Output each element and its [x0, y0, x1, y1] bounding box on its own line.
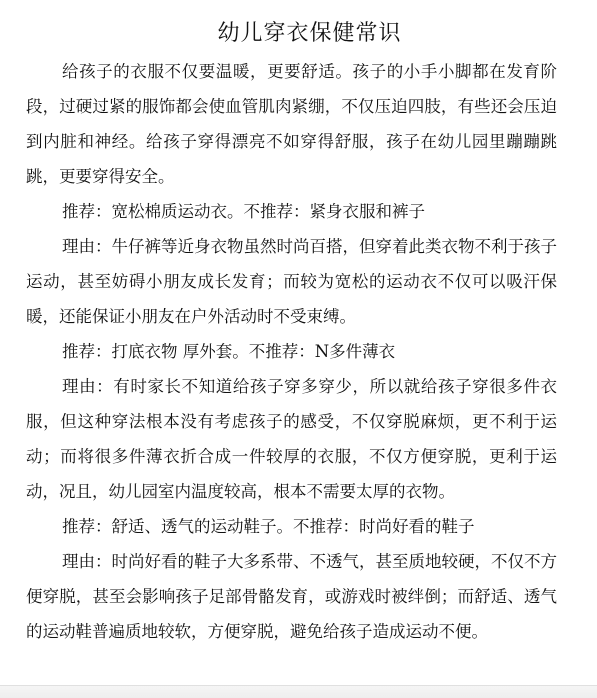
recommendation-layers: 推荐：打底衣物 厚外套。不推荐：N多件薄衣: [62, 342, 396, 361]
recommendation-shoes: 推荐：舒适、透气的运动鞋子。不推荐：时尚好看的鞋子: [62, 517, 475, 536]
page-bottom-edge: [0, 685, 597, 698]
recommendation-clothes: 推荐：宽松棉质运动衣。不推荐：紧身衣服和裤子: [62, 202, 425, 221]
reason-layers: 理由：有时家长不知道给孩子穿多穿少，所以就给孩子穿很多件衣服，但这种穿法根本没有考虑孩子的感受，不仅穿脱麻烦，更不利于运动；而将很多件薄衣折合成一件较厚的衣服，不仅方便穿脱，更利于运动，况且，幼儿园室内温度较高，根本不需要太厚的衣物。: [26, 377, 557, 501]
reason-shoes: 理由：时尚好看的鞋子大多系带、不透气，甚至质地较硬，不仅不方便穿脱，甚至会影响孩子足部骨骼发育，或游戏时被绊倒；而舒适、透气的运动鞋普遍质地较软，方便穿脱，避免给孩子造成运动不便。: [26, 552, 557, 641]
document-title: 幼儿穿衣保健常识: [217, 21, 402, 46]
reason-clothes: 理由：牛仔裤等近身衣物虽然时尚百搭，但穿着此类衣物不利于孩子运动，甚至妨碍小朋友成长发育；而较为宽松的运动衣不仅可以吸汗保暖，还能保证小朋友在户外活动时不受束缚。: [26, 237, 557, 326]
intro-paragraph: 给孩子的衣服不仅要温暖，更要舒适。孩子的小手小脚都在发育阶段，过硬过紧的服饰都会使血管肌肉紧绷，不仅压迫四肢，有些还会压迫到内脏和神经。给孩子穿得漂亮不如穿得舒服，孩子在幼儿园里蹦蹦跳跳，更要穿得安全。: [26, 62, 557, 186]
